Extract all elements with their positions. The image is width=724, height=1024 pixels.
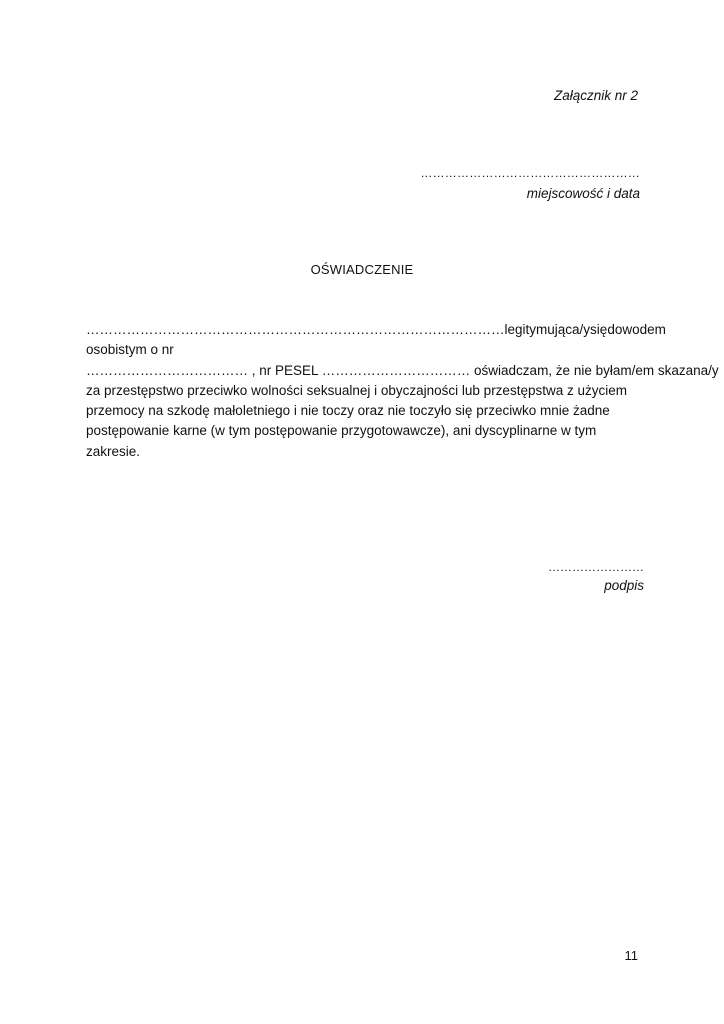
annex-label: Załącznik nr 2 <box>553 88 638 103</box>
statement-line-5: przemocy na szkodę małoletniego i nie toczy oraz nie toczyło się przeciwko mnie żadne <box>86 403 610 419</box>
signature-label: podpis <box>604 578 644 593</box>
statement-word: dowodem <box>607 322 666 337</box>
document-title: OŚWIADCZENIE <box>310 262 414 277</box>
place-date-label: miejscowość i data <box>526 186 640 201</box>
statement-body <box>86 320 719 462</box>
statement-line-6: postępowanie karne (w tym postępowanie przygotowawcze), ani dyscyplinarne w tym <box>86 423 597 439</box>
statement-line-1 <box>86 320 666 340</box>
statement-line-3: ……………………………… , nr PESEL …………………………… oświadczam, że nie byłam/em skazana/y <box>86 362 719 378</box>
statement-line-4: za przestępstwo przeciwko wolności seksualnej i obyczajności lub przestępstwa z użyciem <box>86 382 627 398</box>
statement-line-7: zakresie. <box>86 443 141 459</box>
place-date-dots: ……………………………………………… <box>420 166 640 180</box>
statement-word: legitymująca/y <box>504 322 591 337</box>
statement-line-2: osobistym o nr <box>86 342 174 358</box>
name-dots: ………………………………………………………………………………… <box>86 322 505 337</box>
statement-word: się <box>590 322 608 337</box>
signature-dots: …………………… <box>548 560 644 574</box>
page-number: 11 <box>624 948 638 963</box>
